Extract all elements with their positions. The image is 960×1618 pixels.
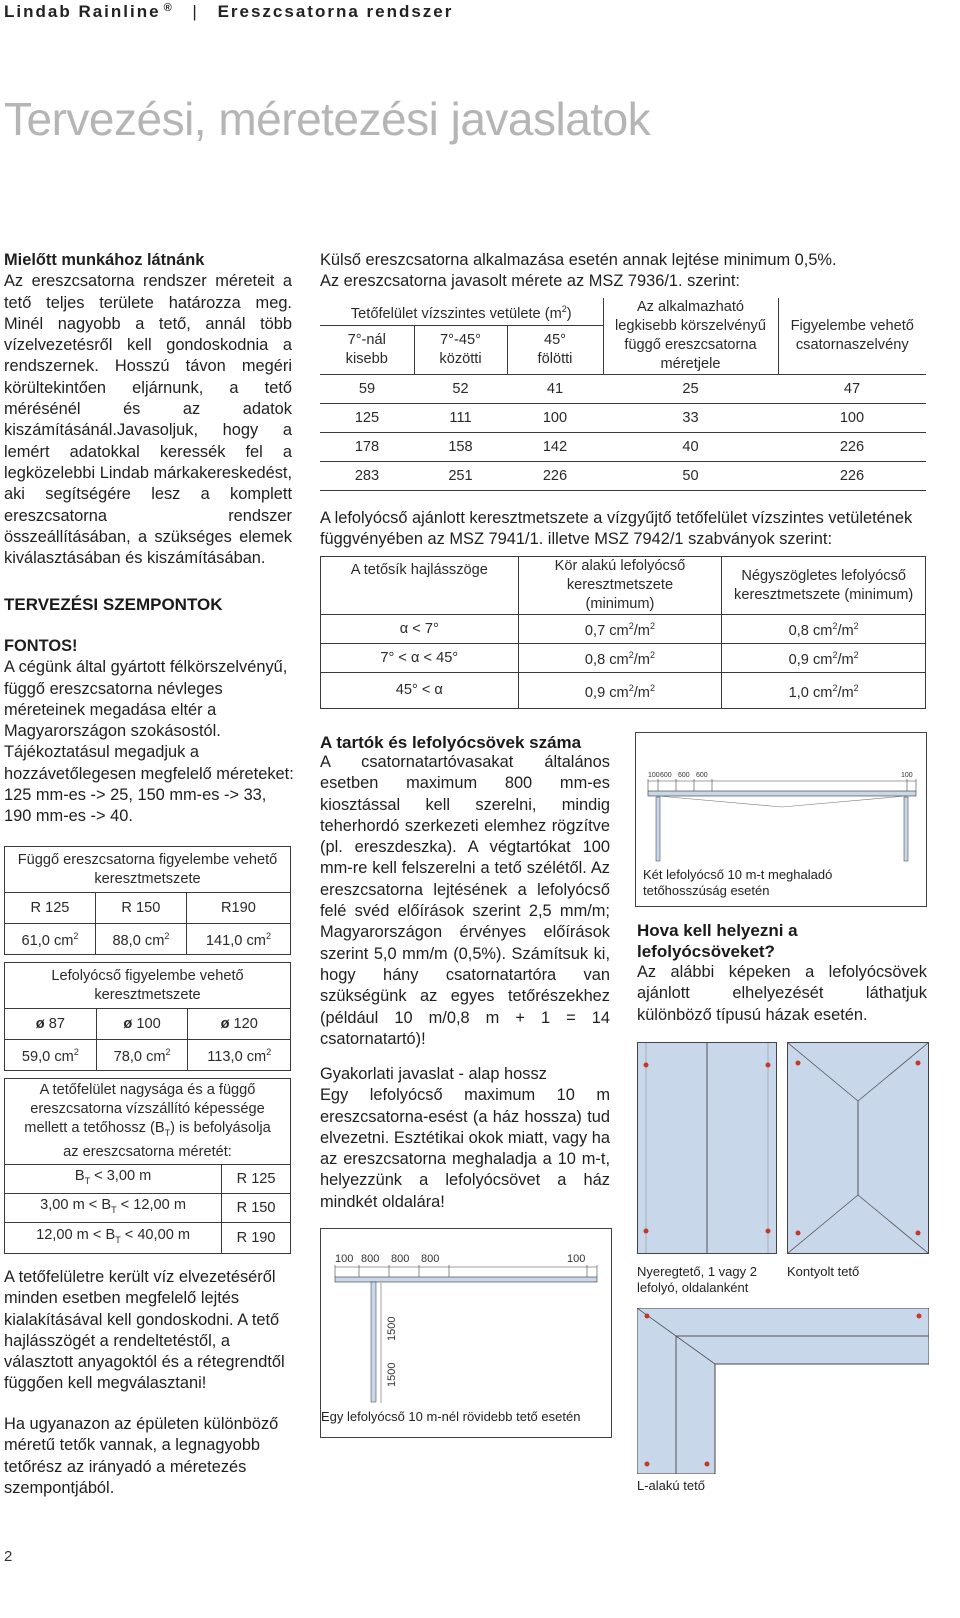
external-gutter-line-2: Az ereszcsatorna javasolt mérete az MSZ 7936/1. szerint: [320, 272, 740, 291]
hip-roof-drawing [788, 1043, 928, 1253]
roof-length-range: 3,00 $m < B_T < 12,00$ m [5, 1194, 222, 1223]
dim-label: 800 [361, 1253, 380, 1265]
largest-roof-paragraph: Ha ugyanazon az épületen különböző méretű tetők vannak, a legnagyobb tetőrész az irányadó a méretezés szempontjából. [4, 1415, 279, 1497]
roof-length-table [4, 1078, 291, 1254]
table-cell: 33 [682, 409, 699, 426]
table-cell: 226 [839, 467, 865, 484]
table-cell: 40 [682, 438, 699, 455]
table-cell: 111 [449, 409, 472, 426]
gutter-mark-header: Az alkalmazható legkisebb körszelvényű függő ereszcsatorna méretjele [603, 298, 778, 375]
gutter-area-cell: 88,0 $cm^2$ [95, 924, 186, 955]
table-cell: 178 [354, 438, 380, 455]
table2-header: Négyszögletes lefolyócső keresztmetszete (minimum) [722, 557, 926, 615]
brand-name: Lindab Rainline [4, 2, 161, 21]
table-cell: 100 [542, 409, 568, 426]
table2-square: 0,9 $cm^2/m^2$ [722, 644, 926, 673]
important-body-1: A cégünk által gyártott félkörszelvényű, függő ereszcsatorna névleges méreteinek megadása eltér a Magyarországon szokásostól. [4, 658, 288, 741]
downpipe-area-cell: 59,0 $cm^2$ [5, 1040, 97, 1071]
registered-mark: ® [163, 2, 174, 14]
gutter-size-by-area-table [320, 298, 926, 491]
dim-label: 800 [391, 1253, 410, 1265]
area-header: Tetőfelület vízszintes vetülete $(m^2)$ [320, 298, 603, 326]
gutter-size-cell: R 150 [95, 893, 186, 924]
section-name: Ereszcsatorna rendszer [217, 2, 454, 21]
table2-angle: 7° < α < 45° [321, 644, 519, 673]
table-cell: 25 [682, 380, 699, 397]
downpipe-size-cell: ø 100 [96, 1009, 188, 1040]
diagram1-caption: Két lefolyócső 10 m-t meghaladó tetőhosszúság esetén [643, 867, 833, 898]
gutter-table-header: Függő ereszcsatorna figyelembe vehető keresztmetszete [5, 847, 291, 893]
hip-roof-plan [787, 1042, 929, 1254]
roof-length-header: A tetőfelület nagysága és a függő ereszcsatorna vízszállító képessége mellett a tetőhossz $(B_T)$ is befolyásolja az ereszcsatorna méretét: [5, 1079, 291, 1165]
gutter-size-cell: R190 [186, 893, 290, 924]
gutter-section-table [4, 846, 291, 955]
downpipe-size-cell: ø 120 [188, 1009, 291, 1040]
dim-label: 100 [648, 772, 660, 779]
table-cell: 226 [839, 438, 865, 455]
header-separator: | [192, 2, 199, 21]
downpipe-area-cell: 113,0 $cm^2$ [188, 1040, 291, 1071]
dim-label: 1500 [386, 1362, 398, 1387]
downpipe-section-table [4, 962, 291, 1071]
dim-label: 600 [660, 772, 672, 779]
table2-round: 0,7 $cm^2/m^2$ [518, 615, 722, 644]
gutter-layout-drawing [636, 733, 926, 873]
page-title: Tervezési, méretezési javaslatok [4, 93, 651, 145]
table-cell: 50 [682, 467, 699, 484]
l-shape-roof-drawing [637, 1308, 929, 1474]
slope-paragraph: A tetőfelületre került víz elvezetéséről minden esetben megfelelő lejtés kialakításával kell gondoskodni. A tető hajlásszögét a rendeltetéstől, a választott anyagoktól és a rétegrendtől függően kell megválasztani! [4, 1268, 285, 1393]
brackets-body: A csatornatartóvasakat általános esetben maximum 800 mm-es kiosztással kell szerelni, mindig teherhordó szerkezeti elemhez rögzítve (pl. ereszdeszka). A végtartókat 100 mm-re kell felszerelni a tető szélétől. Az ereszcsatorna lejtésének a lefolyócső felé svéd előírások szerint 2,5 mm/m; Magyarországon érvényes előírások szerint 5,0 mm/m (0,5%). Számítsuk ki, hogy hány csatornatartóra van szükségünk az egyes tetőrészekhez (például 10 m/0,8 m + 1 = 14 csatornatartó)! [320, 753, 610, 1048]
page-number: 2 [4, 1548, 13, 1565]
important-body-2: Tájékoztatásul megadjuk a hozzávetőlegesen megfelelő méreteket: [4, 743, 294, 783]
gutter-size-cell: R 125 [5, 893, 96, 924]
table2-round: 0,8 $cm^2/m^2$ [518, 644, 722, 673]
slope-sub-header: 7°-45° közötti [414, 326, 507, 375]
brackets-section [320, 732, 610, 1050]
important-heading: FONTOS! [4, 637, 78, 655]
short-roof-drawing [321, 1229, 611, 1407]
external-gutter-text [320, 250, 930, 293]
two-downpipe-diagram [635, 732, 927, 907]
dim-label: 600 [696, 772, 708, 779]
external-gutter-line-1: Külső ereszcsatorna alkalmazása esetén annak lejtése minimum 0,5%. [320, 251, 837, 269]
roof-length-range: 12,00 $m < B_T < 40,00$ m [5, 1223, 222, 1254]
practical-heading: Gyakorlati javaslat - alap hossz [320, 1065, 547, 1083]
table-cell: 125 [354, 409, 380, 426]
section-header: Figyelembe vehető csatornaszelvény [790, 318, 914, 353]
hip-caption: Kontyolt tető [787, 1264, 860, 1279]
diagram2-caption: Egy lefolyócső 10 m-nél rövidebb tető esetén [321, 1409, 581, 1424]
brackets-heading: A tartók és lefolyócsövek száma [320, 733, 582, 752]
table-cell: 283 [354, 467, 380, 484]
downpipe-area-cell: 78,0 $cm^2$ [96, 1040, 188, 1071]
where-heading: Hova kell helyezni a lefolyócsöveket? [637, 921, 798, 961]
table-cell: 52 [452, 380, 469, 397]
important-section [4, 636, 294, 828]
table2-square: 1,0 $cm^2/m^2$ [722, 673, 926, 709]
page-header [4, 2, 453, 22]
downpipe-section-by-slope-table [320, 556, 926, 709]
roof-length-size: R 150 [222, 1194, 291, 1223]
slope-sub-header: 7°-nál kisebb [320, 326, 414, 375]
gutter-area-cell: 61,0 $cm^2$ [5, 924, 96, 955]
l-shape-roof-plan [637, 1308, 929, 1474]
intro-body: Az ereszcsatorna rendszer méreteit a tető teljes területe határozza meg. Minél nagyobb a tető, annál több vízelvezetésről kell gondoskodnia a rendszernek. Hosszú távon megéri körültekintően eljárnunk, a tető mérésénél és az adatok kiszámításánál.Javasoljuk, hogy a lemért adatokkal keressék fel a legközelebbi Lindab márkakereskedést, aki segítségére lesz a komplett ereszcsatorna rendszer összeállításában, a szükséges elemek kiválasztásában és kiszámításában. [4, 272, 292, 568]
gable-roof-drawing [638, 1043, 776, 1253]
table-cell: 41 [546, 380, 564, 397]
table2-angle: α < 7° [321, 615, 519, 644]
roof-length-range: $B_T < 3,00$ m [5, 1165, 222, 1194]
table-cell: 226 [542, 467, 568, 484]
design-heading: TERVEZÉSI SZEMPONTOK [4, 595, 223, 614]
downpipe-table-header: Lefolyócső figyelembe vehető keresztmetszete [5, 963, 291, 1009]
important-body-3: 125 mm-es -> 25, 150 mm-es -> 33, 190 mm-es -> 40. [4, 786, 267, 826]
dim-label: 600 [678, 772, 690, 779]
table2-square: 0,8 $cm^2/m^2$ [722, 615, 926, 644]
table2-angle: 45° < α [321, 673, 519, 709]
downpipe-size-cell: ø 87 [5, 1009, 97, 1040]
intro-heading: Mielőtt munkához látnánk [4, 251, 205, 269]
roof-length-size: R 125 [222, 1165, 291, 1194]
dim-label: 800 [421, 1253, 440, 1265]
table-cell: 251 [448, 467, 473, 484]
practical-body: Egy lefolyócső maximum 10 m ereszcsatorna-esést (a ház hossza) tud elvezetni. Esztétikai okok miatt, vagy ha az ereszcsatorna meghaladja a 10 m-t, helyezzünk a lefolyócsövet a ház mindkét oldalára! [320, 1086, 610, 1211]
table-cell: 47 [843, 380, 861, 397]
table-cell: 142 [542, 438, 568, 455]
dim-label: 100 [567, 1253, 586, 1265]
table-cell: 100 [839, 409, 865, 426]
where-body: Az alábbi képeken a lefolyócsövek ajánlott elhelyezését láthatjuk különböző típusú házak esetén. [637, 963, 927, 1024]
table-cell: 158 [448, 438, 473, 455]
dim-label: 100 [335, 1253, 354, 1265]
one-downpipe-diagram [320, 1228, 612, 1438]
dim-label: 100 [901, 772, 913, 779]
slope-sub-header: 45° fölötti [507, 326, 603, 375]
roof-length-size: R 190 [222, 1223, 291, 1254]
l-shape-caption: L-alakú tető [637, 1478, 705, 1493]
gutter-area-cell: 141,0 $cm^2$ [186, 924, 290, 955]
dim-label: 1500 [386, 1316, 398, 1341]
table-cell: 59 [358, 380, 376, 397]
practical-section [320, 1064, 610, 1213]
table2-header: Kör alakú lefolyócső keresztmetszete (minimum) [518, 557, 722, 615]
downpipe-paragraph: A lefolyócső ajánlott keresztmetszete a vízgyűjtő tetőfelület vízszintes vetületének függvényében az MSZ 7941/1. illetve MSZ 7942/1 szabványok szerint: [320, 509, 913, 549]
intro-section [4, 250, 292, 569]
gable-caption: Nyeregtető, 1 vagy 2 lefolyó, oldalanként [637, 1264, 757, 1295]
gable-roof-plan [637, 1042, 777, 1254]
table2-header: A tetősík hajlásszöge [321, 557, 519, 615]
table2-round: 0,9 $cm^2/m^2$ [518, 673, 722, 709]
